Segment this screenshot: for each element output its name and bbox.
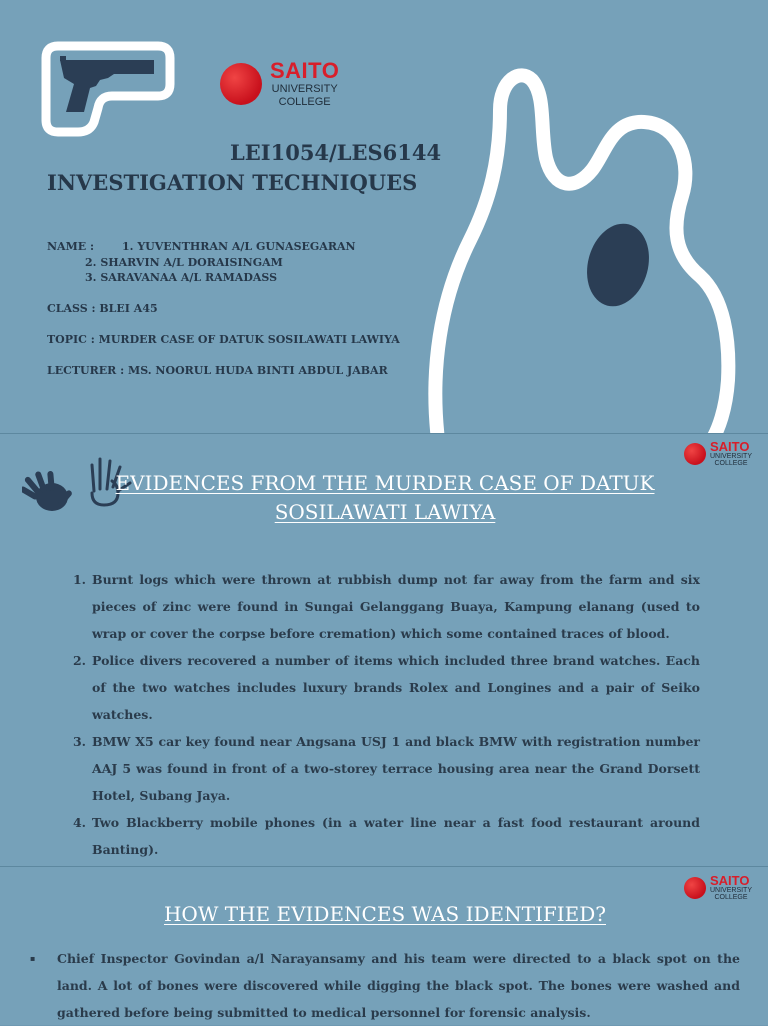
student-name-2: 2. SHARVIN A/L DORAISINGAM <box>85 256 283 269</box>
item-number: 2. <box>72 653 86 668</box>
logo-ball-icon <box>684 877 706 899</box>
topic-line: TOPIC : MURDER CASE OF DATUK SOSILAWATI LAWIYA <box>47 333 400 346</box>
course-code: LEI1054/LES6144 <box>230 140 442 165</box>
logo-line2: COLLEGE <box>714 460 748 467</box>
item-number: 4. <box>72 815 86 830</box>
item-text: Police divers recovered a number of items which included three brand watches. Each of the two watches includes luxury brands Rolex and Longines and a pair of Seiko watches. <box>92 653 700 722</box>
logo-name: SAITO <box>710 873 750 888</box>
heading-line-1: EVIDENCES FROM THE MURDER CASE OF DATUK <box>115 471 655 495</box>
item-text: Two Blackberry mobile phones (in a water line near a fast food restaurant around Banting). <box>92 815 700 857</box>
saito-logo <box>220 60 339 108</box>
saito-logo-small <box>684 874 752 901</box>
evidences-heading <box>80 469 690 527</box>
bullet-text: Chief Inspector Govindan a/l Narayansamy and his team were directed to a black spot on the land. A lot of bones were discovered while digging the black spot. The bones were washed and gathered before being submitted to medical personnel for forensic analysis. <box>57 951 740 1020</box>
logo-line2: COLLEGE <box>714 894 748 901</box>
logo-line2: COLLEGE <box>278 96 331 108</box>
logo-ball-icon <box>220 63 262 105</box>
list-item <box>64 728 700 809</box>
evidence-list <box>64 566 700 917</box>
lecturer-line: LECTURER : MS. NOORUL HUDA BINTI ABDUL JABAR <box>47 364 388 377</box>
heading-line-2: SOSILAWATI LAWIYA <box>274 500 496 524</box>
logo-name: SAITO <box>710 439 750 454</box>
list-item <box>64 566 700 647</box>
list-item <box>64 647 700 728</box>
class-line: CLASS : BLEI A45 <box>47 302 158 315</box>
item-text: BMW X5 car key found near Angsana USJ 1 and black BMW with registration number AAJ 5 was found in front of a two-storey terrace housing area near the Grand Dorsett Hotel, Subang Jaya. <box>92 734 700 803</box>
logo-line1: UNIVERSITY <box>710 887 753 894</box>
body-outline-icon <box>400 40 768 433</box>
title-slide <box>0 0 768 433</box>
course-title: INVESTIGATION TECHNIQUES <box>47 170 418 195</box>
gun-icon <box>38 38 176 138</box>
name-label: NAME : <box>47 240 95 253</box>
logo-line1: UNIVERSITY <box>710 453 753 460</box>
bullet-icon: ▪ <box>30 953 36 963</box>
identification-heading: HOW THE EVIDENCES WAS IDENTIFIED? <box>163 902 606 926</box>
logo-line1: UNIVERSITY <box>271 83 338 95</box>
list-item <box>64 809 700 863</box>
bullet-item <box>30 945 740 1026</box>
student-name-3: 3. SARAVANAA A/L RAMADASS <box>85 271 278 284</box>
logo-name: SAITO <box>270 58 340 83</box>
item-text: Burnt logs which were thrown at rubbish dump not far away from the farm and six pieces of zinc were found in Sungai Gelanggang Buaya, Kampung elanang (used to wrap or cover the corpse before cremation) which some contained traces of blood. <box>92 572 700 641</box>
item-number: 3. <box>72 734 86 749</box>
saito-logo-small <box>684 440 752 467</box>
student-name-1: 1. YUVENTHRAN A/L GUNASEGARAN <box>122 240 356 253</box>
item-number: 1. <box>72 572 86 587</box>
logo-ball-icon <box>684 443 706 465</box>
